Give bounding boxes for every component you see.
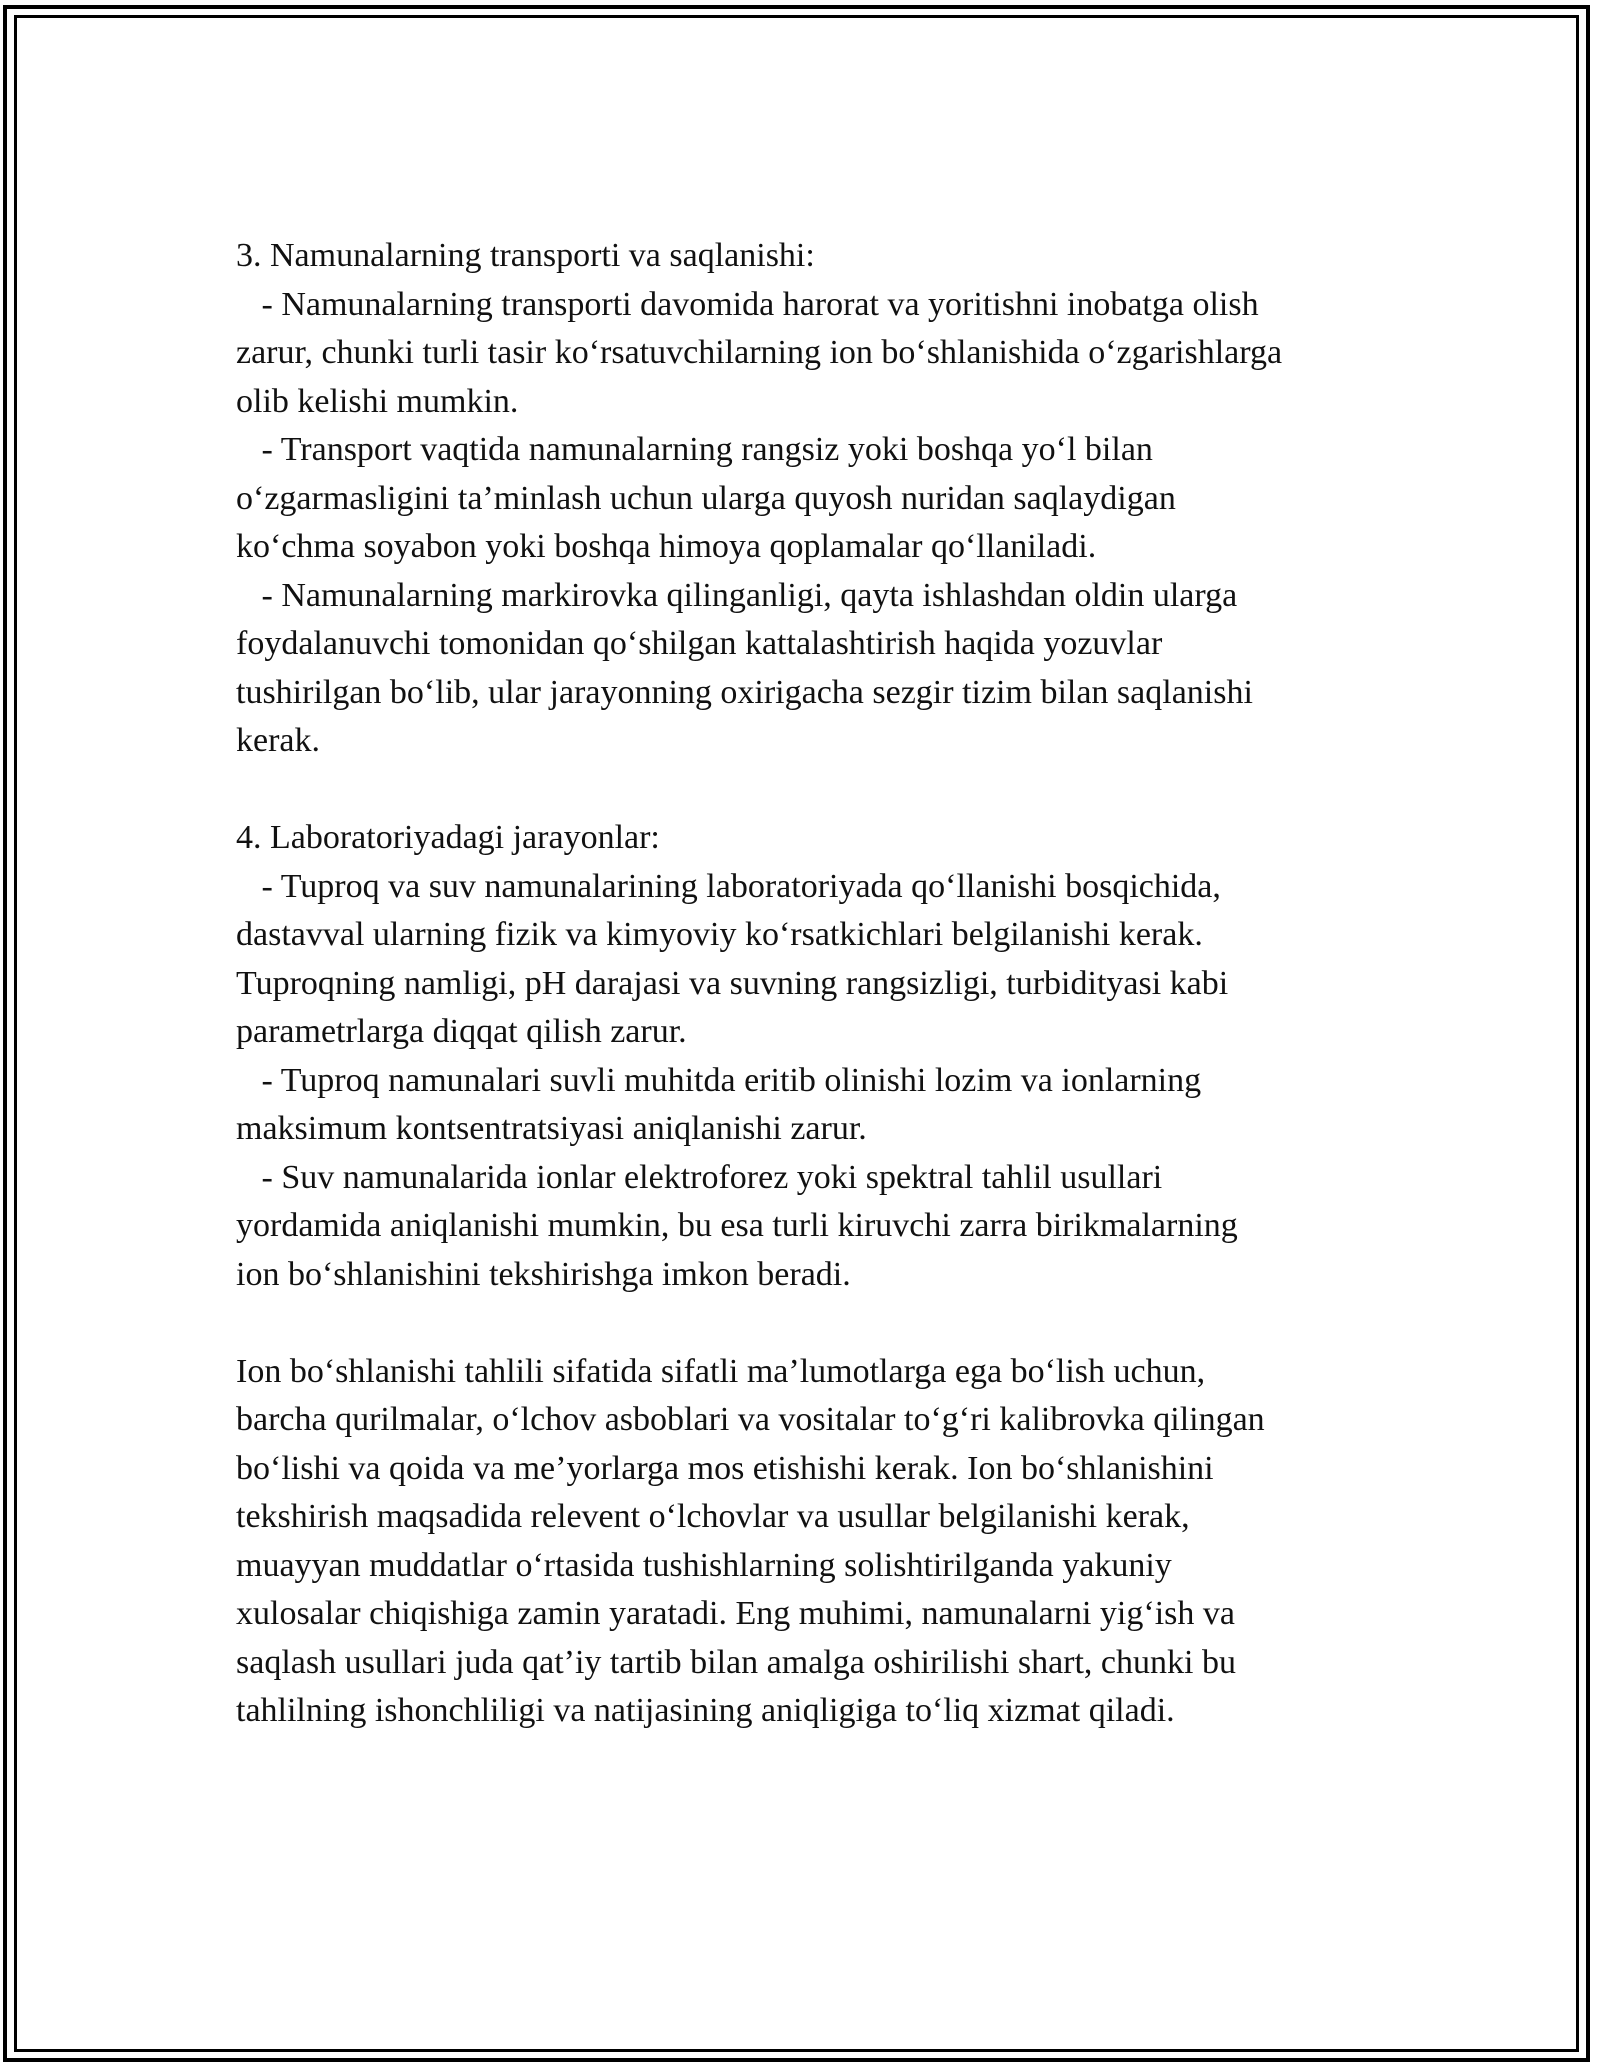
text-line: bo‘lishi va qoida va me’yorlarga mos etishishi kerak. Ion bo‘shlanishini (236, 1449, 1214, 1487)
text-line: ion bo‘shlanishini tekshirishga imkon beradi. (236, 1255, 851, 1293)
text-line: maksimum kontsentratsiyasi aniqlanishi zarur. (236, 1110, 867, 1147)
text-line: xulosalar chiqishiga zamin yaratadi. Eng muhimi, namunalarni yig‘ish va (236, 1595, 1235, 1632)
text-line: ko‘chma soyabon yoki boshqa himoya qoplamalar qo‘llaniladi. (236, 528, 1097, 565)
paragraph-spacer (236, 1299, 1376, 1348)
text-line: Ion bo‘shlanishi tahlili sifatida sifatli ma’lumotlarga ega bo‘lish uchun, (236, 1352, 1206, 1390)
text-line: - Suv namunalarida ionlar elektroforez yoki spektral tahlil usullari (236, 1158, 1163, 1196)
text-line: parametrlarga diqqat qilish zarur. (236, 1013, 687, 1050)
document-body (236, 232, 1376, 1736)
text-line: foydalanuvchi tomonidan qo‘shilgan kattalashtirish haqida yozuvlar (236, 625, 1163, 662)
text-line: olib kelishi mumkin. (236, 382, 519, 420)
text-line: Tuproqning namligi, pH darajasi va suvning rangsizligi, turbidityasi kabi (236, 964, 1229, 1002)
text-line: - Tuproq namunalari suvli muhitda eritib olinishi lozim va ionlarning (236, 1061, 1202, 1099)
text-line: tushirilgan bo‘lib, ular jarayonning oxirigacha sezgir tizim bilan saqlanishi (236, 673, 1253, 711)
text-line: dastavval ularning fizik va kimyoviy ko‘rsatkichlari belgilanishi kerak. (236, 916, 1203, 953)
section-transport-storage (236, 232, 1376, 766)
conclusion-paragraph (236, 1348, 1376, 1736)
paragraph-spacer (236, 766, 1376, 815)
text-line: saqlash usullari juda qat’iy tartib bilan amalga oshirilishi shart, chunki bu (236, 1643, 1236, 1681)
text-line: zarur, chunki turli tasir ko‘rsatuvchilarning ion bo‘shlanishida o‘zgarishlarga (236, 334, 1283, 371)
text-line: o‘zgarmasligini ta’minlash uchun ularga quyosh nuridan saqlaydigan (236, 479, 1176, 517)
text-line: yordamida aniqlanishi mumkin, bu esa turli kiruvchi zarra birikmalarning (236, 1207, 1238, 1244)
text-line: - Tuproq va suv namunalarining laboratoriyada qo‘llanishi bosqichida, (236, 867, 1221, 905)
section-laboratory-processes (236, 814, 1376, 1299)
text-line: - Namunalarning transporti davomida harorat va yoritishni inobatga olish (236, 285, 1259, 323)
text-line: tahlilning ishonchliligi va natijasining aniqligiga to‘liq xizmat qiladi. (236, 1692, 1175, 1729)
text-line: muayyan muddatlar o‘rtasida tushishlarning solishtirilganda yakuniy (236, 1546, 1172, 1584)
section-heading: 3. Namunalarning transporti va saqlanishi: (236, 237, 815, 274)
text-line: - Transport vaqtida namunalarning rangsiz yoki boshqa yo‘l bilan (236, 431, 1153, 468)
text-line: kerak. (236, 722, 321, 759)
section-heading: 4. Laboratoriyadagi jarayonlar: (236, 819, 660, 856)
text-line: tekshirish maqsadida relevent o‘lchovlar va usullar belgilanishi kerak, (236, 1498, 1190, 1535)
text-line: - Namunalarning markirovka qilinganligi, qayta ishlashdan oldin ularga (236, 576, 1238, 614)
text-line: barcha qurilmalar, o‘lchov asboblari va vositalar to‘g‘ri kalibrovka qilingan (236, 1401, 1265, 1438)
